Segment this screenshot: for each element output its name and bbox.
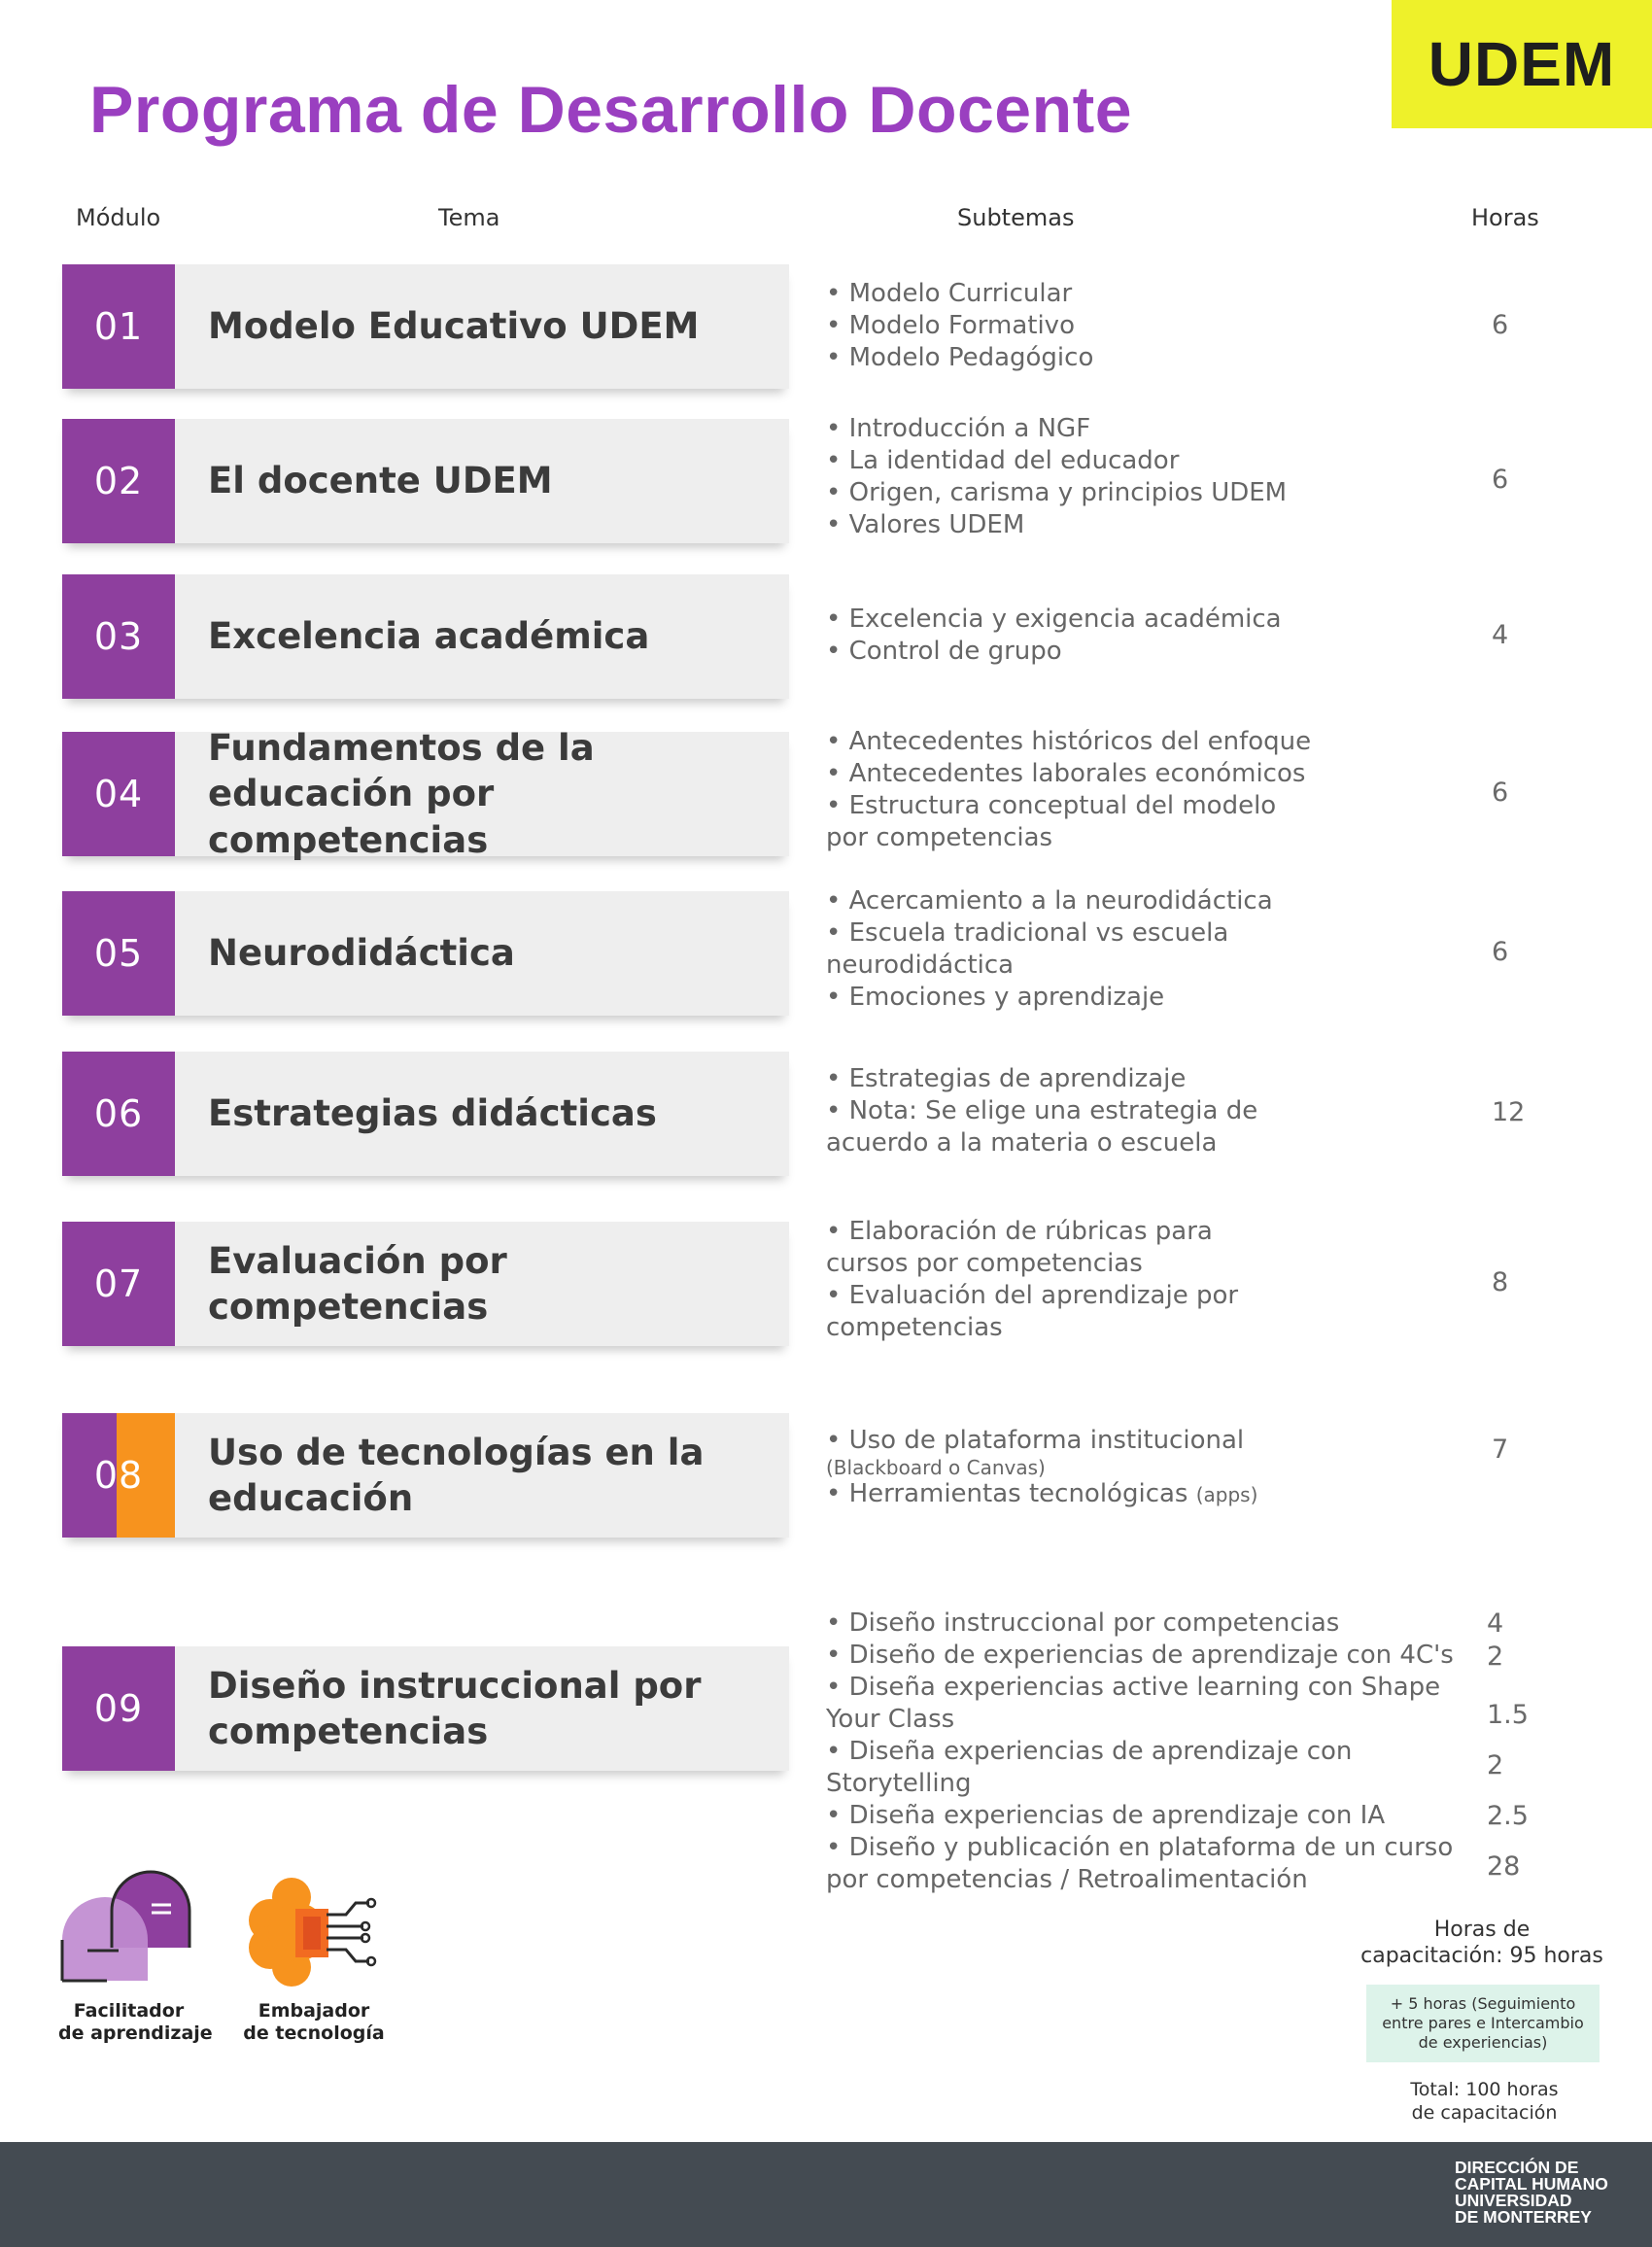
module-topic: Excelencia académica [208,615,650,658]
module-hours: 4 [1492,620,1509,650]
module-subtopics: • Estrategias de aprendizaje • Nota: Se elige una estrategia de acuerdo a la materia o escuela [826,1064,1258,1158]
module-09-hours: 2.5 [1487,1801,1529,1831]
module-subtopics: • Introducción a NGF • La identidad del educador • Origen, carisma y principios UDEM • Valores UDEM [826,414,1288,539]
module-number-badge: 08 [62,1413,175,1538]
column-header-module: Módulo [76,204,161,231]
total-hours: Total: 100 horas de capacitación [1410,2079,1559,2124]
module-card [62,1646,789,1771]
module-hours: 6 [1492,310,1509,340]
module-subtopics: • Acercamiento a la neurodidáctica • Escuela tradicional vs escuela neurodidáctica • Emociones y aprendizaje [826,886,1273,1012]
column-header-subtopics: Subtemas [957,204,1075,231]
module-topic: Diseño instruccional por competencias [208,1664,702,1752]
module-card [62,419,789,543]
module-number-badge: 05 [62,891,175,1016]
module-09-hours: 4 [1487,1608,1504,1639]
module-number-badge: 02 [62,419,175,543]
module-hours: 6 [1492,778,1509,808]
module-topic: El docente UDEM [208,460,553,502]
module-09-hours: 28 [1487,1851,1521,1882]
column-header-hours: Horas [1471,204,1539,231]
module-09-hours: 1.5 [1487,1700,1529,1730]
module-subtopics: • Excelencia y exigencia académica • Control de grupo [826,605,1282,666]
tech-ambassador-label: Embajador de tecnología [243,2000,385,2044]
module-subtopics: • Antecedentes históricos del enfoque • Antecedentes laborales económicos • Estructura conceptual del modelo por competencias [826,727,1312,852]
module-card [62,574,789,699]
module-number-badge: 09 [62,1646,175,1771]
facilitator-label: Facilitador de aprendizaje [58,2000,213,2044]
module-number-badge: 04 [62,732,175,856]
module-topic: Uso de tecnologías en la educación [208,1431,705,1519]
module-09-subtopics: • Diseño instruccional por competencias • Diseño de experiencias de aprendizaje con 4C's • Diseña experiencias active learning con Shape Your Class • Diseña experiencias de aprendizaje con Storytelling • Diseña experiencias de aprendizaje con IA • Diseño y publicación en plataforma de un curso por competencias / Retroalimentación [826,1608,1454,1894]
tech-ambassador-block [241,1870,387,2045]
module-hours: 12 [1492,1097,1526,1127]
module-number-badge: 01 [62,264,175,389]
module-09-hours: 2 [1487,1750,1504,1780]
module-hours: 6 [1492,937,1509,967]
module-subtopics: • Uso de plataforma institucional (Blackboard o Canvas) • Herramientas tecnológicas (apps) [826,1426,1258,1508]
module-card [62,891,789,1016]
module-subtopics: • Modelo Curricular • Modelo Formativo • Modelo Pedagógico [826,279,1094,372]
module-card [62,726,789,861]
facilitator-icon [58,1870,199,1996]
page-title: Programa de Desarrollo Docente [89,73,1133,147]
udem-logo-text: UDEM [1428,29,1616,99]
module-card [62,1052,789,1176]
module-hours: 7 [1492,1435,1509,1465]
module-number-badge: 07 [62,1222,175,1346]
module-hours: 8 [1492,1267,1509,1297]
module-card [62,1222,789,1346]
module-card [62,1413,789,1538]
udem-logo [1392,0,1652,128]
module-number-badge: 03 [62,574,175,699]
extra-hours-note: + 5 horas (Seguimiento entre pares e Intercambio de experiencias) [1366,1985,1600,2062]
module-topic: Estrategias didácticas [208,1092,657,1135]
column-header-topic: Tema [438,204,500,231]
module-subtopics: • Elaboración de rúbricas para cursos por competencias • Evaluación del aprendizaje por competencias [826,1217,1239,1342]
tech-ambassador-icon [241,1870,387,1996]
training-hours-summary: Horas de capacitación: 95 horas [1360,1918,1603,1968]
facilitator-block [58,1870,213,2045]
footer-institution: DIRECCIÓN DE CAPITAL HUMANO UNIVERSIDAD DE MONTERREY [1455,2158,1608,2227]
module-card [62,264,789,389]
module-09-hours: 2 [1487,1642,1504,1672]
module-topic: Evaluación por competencias [208,1239,507,1328]
module-topic: Fundamentos de la educación por competencias [208,726,595,861]
module-hours: 6 [1492,465,1509,495]
module-number-badge: 06 [62,1052,175,1176]
module-topic: Modelo Educativo UDEM [208,305,700,348]
footer-bar [0,2142,1652,2247]
module-topic: Neurodidáctica [208,932,515,975]
